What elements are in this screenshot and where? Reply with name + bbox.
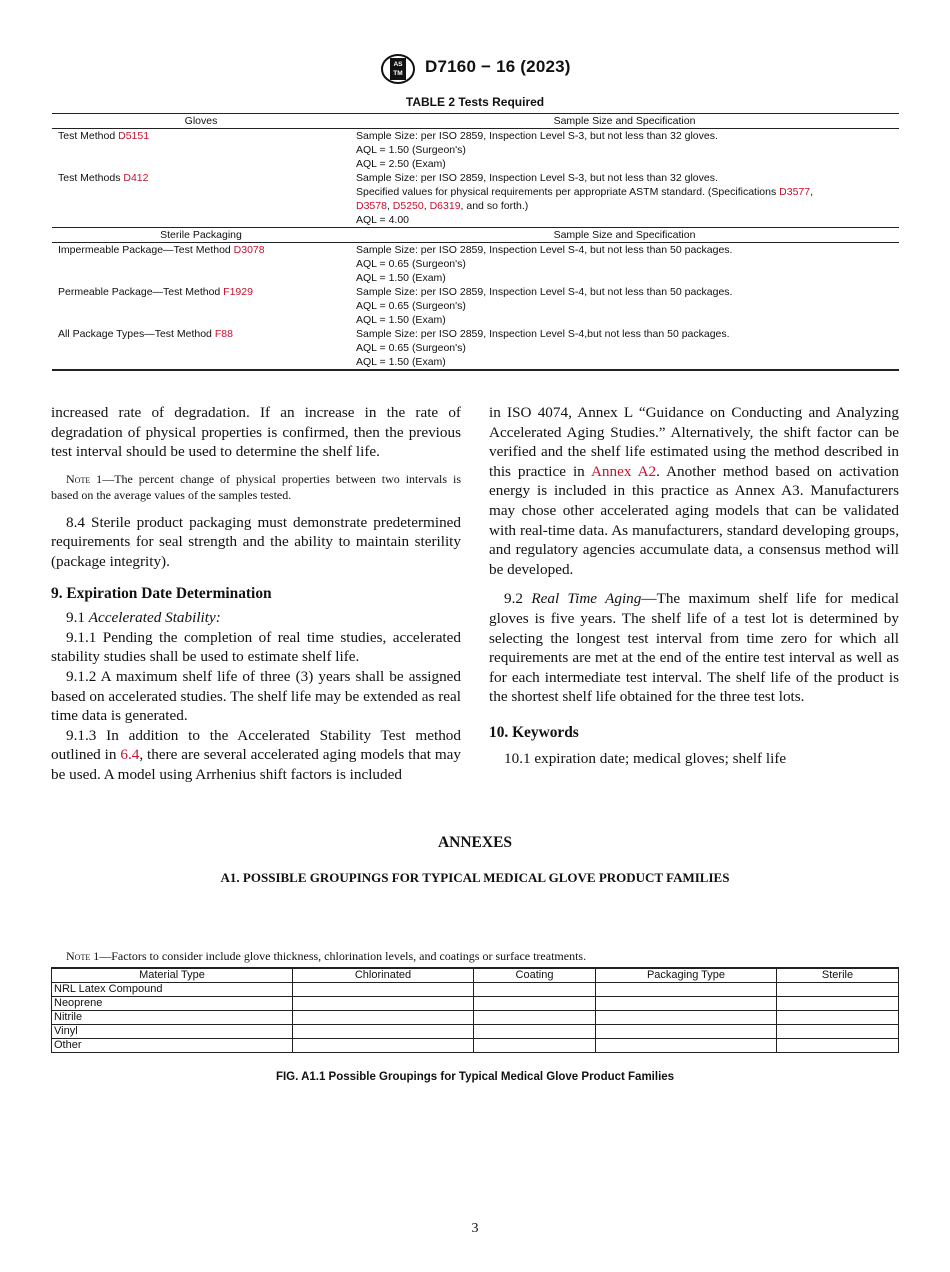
paragraph-8-4: 8.4 Sterile product packaging must demonstrate predetermined requirements for seal strength and the ability to maintain sterility (package integrity). [51,513,461,570]
table2-row [52,285,899,327]
packaging-type-cell [596,1011,777,1025]
chlorinated-cell [293,983,474,997]
spec-text: AQL = 2.50 (Exam) [356,158,446,170]
spec-text: Sample Size: per ISO 2859, Inspection Level S-4,but not less than 50 packages. [356,328,730,340]
note-label: Note 1 [66,949,100,963]
specification-line [356,243,896,257]
standard-link[interactable]: D412 [123,172,149,184]
test-method-label: Test Methods [58,172,124,184]
note-text: —The percent change of physical properties between two intervals is based on the average values of the samples tested. [51,471,462,502]
text-segment: in ISO 4074, Annex L “Guidance on Conducting and Analyzing Accelerated Aging Studies.” Alternatively, the shift factor can be verified and the shelf life estimated using the method described in this practice in [489,404,899,480]
material-type-cell: Vinyl [52,1025,293,1039]
table2-col-header: Sample Size and Specification [553,229,696,241]
spec-text: AQL = 0.65 (Surgeon's) [356,342,466,354]
specification-line [356,143,896,157]
table2-header-row [52,114,899,129]
specification-line [356,299,896,313]
text-segment: . Another method based on activation energy is included in this practice as Annex A3. Manufacturers may chose other accelerated aging models that can be validated with real-time data. As manufacturers, standard developing groups, and regulatory agencies accumulate data, a consensus method will be developed. [489,462,899,578]
spec-text: AQL = 1.50 (Exam) [356,356,446,368]
test-method-cell [58,171,348,185]
header-material-type: Material Type [52,968,293,983]
coating-cell [474,997,596,1011]
specification-line [356,285,896,299]
svg-text:AS: AS [393,61,403,68]
paragraph-9-1-2: 9.1.2 A maximum shelf life of three (3) years shall be assigned based on accelerated studies. The shelf life may be extended as real time data is generated. [51,667,461,725]
note-text: —Factors to consider include glove thickness, chlorination levels, and coatings or surface treatments. [99,949,587,963]
specification-line [356,271,896,285]
svg-text:TM: TM [393,70,403,77]
spec-text: , and so forth.) [460,200,529,212]
specification-line [356,199,896,213]
spec-text: AQL = 0.65 (Surgeon's) [356,258,466,270]
annexes-title: ANNEXES [437,834,513,851]
specification-line [356,157,896,171]
astm-logo [381,54,415,84]
spec-text: , [423,200,430,212]
header-coating: Coating [474,968,596,983]
standard-link[interactable]: D5151 [118,130,150,142]
text-segment: —The maximum shelf life for medical gloves is five years. The shelf life of a test lot is determined by selecting the longest test interval from time zero for which all requirements are met at the end of the entire test interval as well as for each intermediate test interval. The shelf life of the product is the shortest shelf life obtained for the three test lots. [489,590,899,706]
standard-link[interactable]: F88 [214,328,233,340]
paragraph-10-1: 10.1 expiration date; medical gloves; shelf life [504,749,787,767]
packaging-type-cell [596,1025,777,1039]
section-9-heading: 9. Expiration Date Determination [51,584,272,602]
specification-line [356,129,896,143]
paragraph-9-1-1: 9.1.1 Pending the completion of real time studies, accelerated stability studies shall be used to estimate shelf life. [51,628,461,666]
table-row [52,983,899,997]
spec-text: Sample Size: per ISO 2859, Inspection Level S-4, but not less than 50 packages. [356,286,733,298]
spec-text: AQL = 1.50 (Exam) [356,272,446,284]
material-type-cell: NRL Latex Compound [52,983,293,997]
test-method-label: All Package Types—Test Method [58,328,215,340]
test-method-label: Impermeable Package—Test Method [58,244,234,256]
chlorinated-cell [293,1011,474,1025]
left-column [51,403,461,785]
specification-line [356,313,896,327]
spec-text: Sample Size: per ISO 2859, Inspection Level S-3, but not less than 32 gloves. [356,130,718,142]
table2-col-header: Gloves [184,115,218,127]
table2-title: TABLE 2 Tests Required [405,95,545,109]
specification-line [356,213,896,227]
paragraph-iso-4074 [489,403,899,579]
sterile-cell [777,1025,899,1039]
glove-groupings-table [51,967,899,1053]
spec-text: AQL = 0.65 (Surgeon's) [356,300,466,312]
specification-line [356,171,896,185]
para-number: 9.2 [504,590,532,608]
table-row [52,1025,899,1039]
note-1 [51,471,461,503]
specification-line [356,257,896,271]
paragraph-9-1 [51,608,461,628]
test-method-cell [58,129,348,143]
specification-cell [356,129,896,171]
para-title: Accelerated Stability: [88,609,221,627]
standard-link[interactable]: D3078 [233,244,265,256]
spec-text: , [386,200,393,212]
specification-line [356,327,896,341]
coating-cell [474,1025,596,1039]
spec-text: , [810,186,814,198]
chlorinated-cell [293,997,474,1011]
sterile-cell [777,1011,899,1025]
table2-col-header: Sample Size and Specification [553,115,696,127]
paragraph-9-1-3 [51,726,461,785]
table-row [52,1011,899,1025]
specification-cell [356,243,896,285]
sterile-cell [777,1039,899,1053]
standard-designation: D7160 − 16 (2023) [425,57,571,76]
section-6-4-link[interactable]: 6.4 [120,746,140,764]
standard-link[interactable]: D3577 [779,186,811,198]
header-chlorinated: Chlorinated [293,968,474,983]
chlorinated-cell [293,1025,474,1039]
standard-link[interactable]: D3578 [356,200,387,212]
figure-caption: FIG. A1.1 Possible Groupings for Typical Medical Glove Product Families [275,1071,675,1083]
material-type-cell: Nitrile [52,1011,293,1025]
coating-cell [474,983,596,997]
spec-text: Sample Size: per ISO 2859, Inspection Level S-3, but not less than 32 gloves. [356,172,718,184]
material-type-cell: Neoprene [52,997,293,1011]
header-sterile: Sterile [777,968,899,983]
para-title: Real Time Aging [531,590,642,608]
packaging-type-cell [596,997,777,1011]
specification-line [356,185,896,199]
page-header [0,54,950,84]
test-method-cell [58,327,348,341]
section-10-heading: 10. Keywords [489,723,579,741]
table2-header-row [52,227,899,243]
chlorinated-cell [293,1039,474,1053]
annex-note-1 [66,949,586,964]
standard-link[interactable]: D6319 [429,200,461,212]
header-packaging-type: Packaging Type [596,968,777,983]
table2-row [52,171,899,227]
specification-cell [356,285,896,327]
spec-text: Sample Size: per ISO 2859, Inspection Level S-4, but not less than 50 packages. [356,244,733,256]
spec-text: AQL = 4.00 [356,214,410,226]
annex-a2-link[interactable]: Annex A2 [590,462,657,480]
text-segment: , there are several accelerated aging models that may be used. A model using Arrhenius shift factors is included [51,746,461,783]
coating-cell [474,1011,596,1025]
spec-text: AQL = 1.50 (Surgeon's) [356,144,466,156]
table2 [52,113,899,371]
para-number: 9.1 [66,609,89,627]
coating-cell [474,1039,596,1053]
sterile-cell [777,997,899,1011]
paragraph-continued: increased rate of degradation. If an increase in the rate of degradation of physical properties is confirmed, then the previous test interval should be used to determine the shelf life. [51,404,461,461]
page-number: 3 [471,1221,479,1236]
paragraph-9-2 [489,589,899,707]
packaging-type-cell [596,1039,777,1053]
table2-row [52,243,899,285]
table-row [52,1039,899,1053]
spec-text: AQL = 1.50 (Exam) [356,314,446,326]
text-segment: 9.1.3 In addition to the Accelerated Stability Test method outlined in [51,726,461,764]
note-label: Note 1 [66,471,103,486]
table2-col-header: Sterile Packaging [160,229,242,241]
standard-link[interactable]: D5250 [392,200,424,212]
specification-line [356,341,896,355]
table-row [52,997,899,1011]
table2-row [52,327,899,369]
packaging-type-cell [596,983,777,997]
test-method-cell [58,285,348,299]
specification-line [356,355,896,369]
table2-row [52,129,899,171]
spec-text: Specified values for physical requirements per appropriate ASTM standard. (Specifications [356,186,780,198]
material-type-cell: Other [52,1039,293,1053]
test-method-label: Test Method [58,130,119,142]
test-method-label: Permeable Package—Test Method [58,286,224,298]
table-header-row [52,968,899,983]
test-method-cell [58,243,348,257]
annex-a1-title: A1. POSSIBLE GROUPINGS FOR TYPICAL MEDICAL GLOVE PRODUCT FAMILIES [220,870,730,885]
standard-link[interactable]: F1929 [223,286,253,298]
specification-cell [356,171,896,227]
sterile-cell [777,983,899,997]
right-column [489,403,899,768]
specification-cell [356,327,896,369]
